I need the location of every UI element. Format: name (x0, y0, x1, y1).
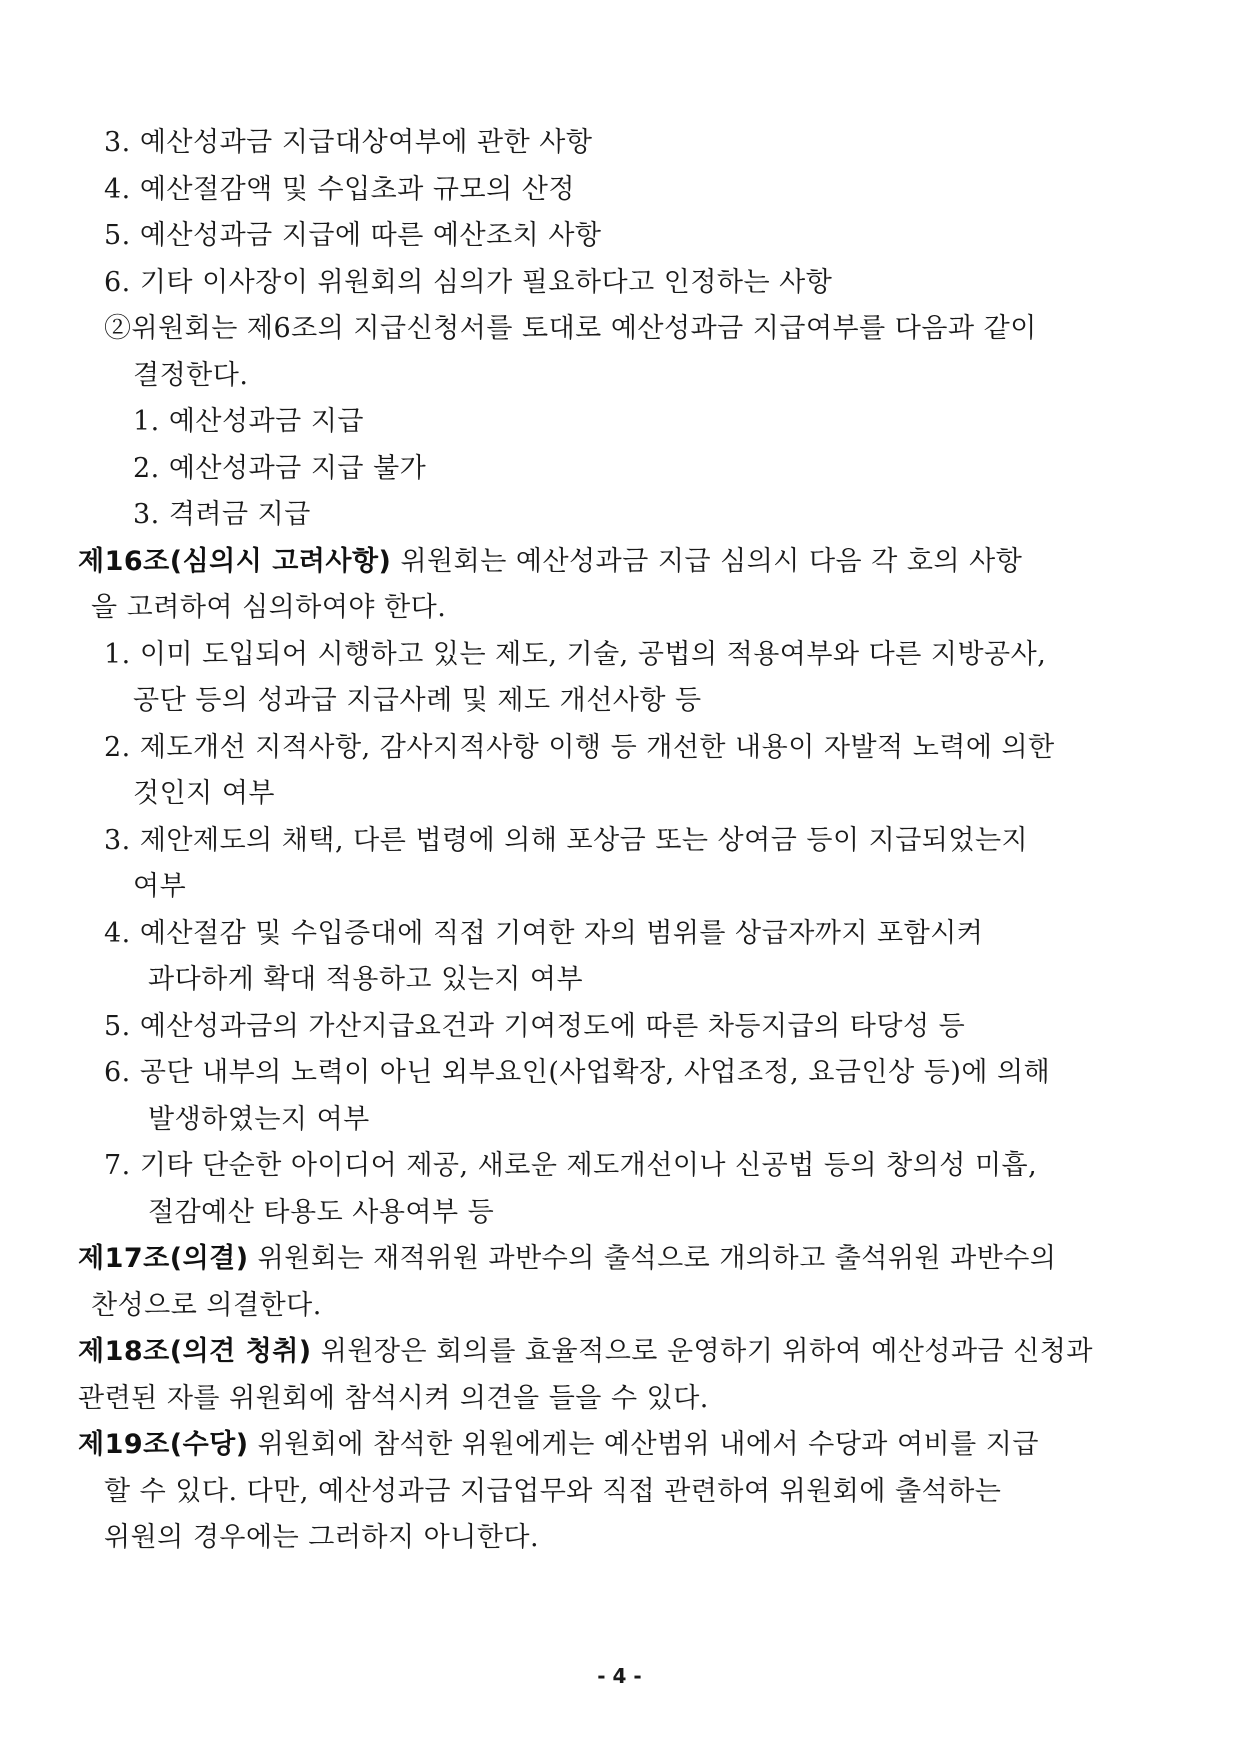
list-item: 3. 제안제도의 채택, 다른 법령에 의해 포상금 또는 상여금 등이 지급되었는지 (104, 824, 1029, 856)
list-item-continuation: 공단 등의 성과급 지급사례 및 제도 개선사항 등 (133, 685, 702, 716)
list-item: 3. 예산성과금 지급대상여부에 관한 사항 (104, 127, 593, 158)
list-item-continuation: 여부 (133, 871, 187, 902)
article-text: 위원회는 예산성과금 지급 심의시 다음 각 호의 사항 (391, 545, 1023, 577)
article-17-continuation: 찬성으로 의결한다. (91, 1289, 322, 1321)
article-heading: 제17조(의결) (78, 1243, 249, 1274)
list-item: 3. 격려금 지급 (133, 499, 311, 530)
list-item: 6. 기타 이사장이 위원회의 심의가 필요하다고 인정하는 사항 (104, 266, 833, 298)
paragraph-line: 결정한다. (133, 359, 249, 391)
article-text: 위원회에 참석한 위원에게는 예산범위 내에서 수당과 여비를 지급 (248, 1429, 1039, 1460)
list-item: 2. 예산성과금 지급 불가 (133, 452, 427, 484)
list-item: 5. 예산성과금 지급에 따른 예산조치 사항 (104, 220, 602, 251)
article-16-continuation: 을 고려하여 심의하여야 한다. (91, 592, 447, 623)
article-16-line (78, 539, 1168, 586)
article-text: 위원장은 회의를 효율적으로 운영하기 위하여 예산성과금 신청과 (311, 1336, 1093, 1367)
article-heading: 제19조(수당) (78, 1429, 249, 1460)
list-item: 5. 예산성과금의 가산지급요건과 기여정도에 따른 차등지급의 타당성 등 (104, 1010, 966, 1042)
list-item-continuation: 발생하였는지 여부 (148, 1103, 370, 1135)
list-item: 1. 예산성과금 지급 (133, 406, 364, 437)
document-body (78, 120, 1168, 1562)
article-text: 위원회는 재적위원 과반수의 출석으로 개의하고 출석위원 과반수의 (248, 1243, 1057, 1274)
list-item: 4. 예산절감 및 수입증대에 직접 기여한 자의 범위를 상급자까지 포함시켜 (104, 917, 984, 949)
article-19-line (78, 1422, 1168, 1469)
article-17-line (78, 1236, 1168, 1283)
article-heading: 제16조(심의시 고려사항) (78, 545, 392, 577)
article-18-line (78, 1329, 1168, 1376)
list-item: 7. 기타 단순한 아이디어 제공, 새로운 제도개선이나 신공법 등의 창의성 미흡, (104, 1150, 1038, 1181)
article-18-continuation: 관련된 자를 위원회에 참석시켜 의견을 들을 수 있다. (78, 1382, 709, 1414)
list-item: 4. 예산절감액 및 수입초과 규모의 산정 (104, 173, 575, 205)
page-number: - 4 - (597, 1664, 642, 1688)
list-item-continuation: 절감예산 타용도 사용여부 등 (148, 1196, 495, 1228)
article-19-continuation: 할 수 있다. 다만, 예산성과금 지급업무와 직접 관련하여 위원회에 출석하는 (104, 1475, 1002, 1507)
article-19-continuation: 위원의 경우에는 그러하지 아니한다. (104, 1522, 540, 1553)
list-item: 2. 제도개선 지적사항, 감사지적사항 이행 등 개선한 내용이 자발적 노력에 의한 (104, 731, 1055, 763)
list-item-continuation: 과다하게 확대 적용하고 있는지 여부 (148, 964, 584, 995)
list-item: 1. 이미 도입되어 시행하고 있는 제도, 기술, 공법의 적용여부와 다른 지방공사, (104, 638, 1047, 670)
list-item-continuation: 것인지 여부 (133, 778, 275, 809)
paragraph-line: ②위원회는 제6조의 지급신청서를 토대로 예산성과금 지급여부를 다음과 같이 (104, 313, 1037, 344)
article-heading: 제18조(의견 청취) (78, 1336, 312, 1367)
list-item: 6. 공단 내부의 노력이 아닌 외부요인(사업확장, 사업조정, 요금인상 등)에 의해 (104, 1057, 1051, 1088)
